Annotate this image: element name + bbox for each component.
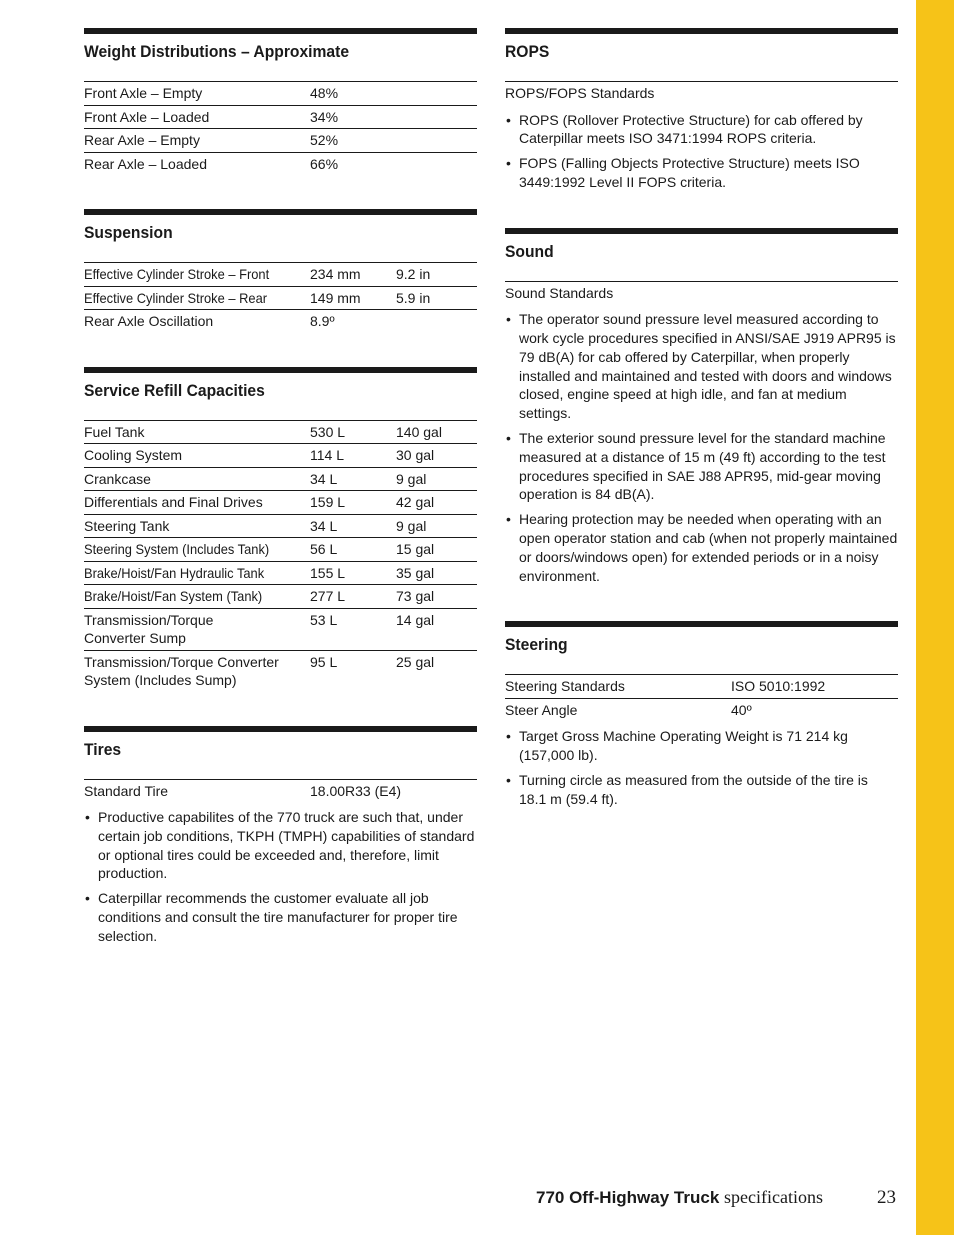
- row-label: Fuel Tank: [84, 423, 145, 440]
- row-label-text: Effective Cylinder Stroke – Front: [84, 266, 270, 282]
- row-value: 18.00R33 (E4): [310, 782, 402, 799]
- row-value: 48%: [310, 85, 339, 101]
- row-value-alt: 9 gal: [396, 517, 427, 534]
- section-rule: [84, 367, 477, 373]
- row-value: [731, 82, 898, 103]
- row-value: 34 L: [310, 470, 338, 487]
- row-value: [731, 281, 898, 302]
- tires-section: [84, 726, 477, 946]
- table-row: [84, 263, 477, 287]
- table-row: [84, 286, 477, 310]
- section-title: Sound: [505, 241, 554, 261]
- row-value-alt: 9.2 in: [396, 266, 431, 282]
- row-label: Steer Angle: [505, 701, 578, 718]
- refill-table: [84, 420, 477, 690]
- table-row: [84, 444, 477, 468]
- yellow-sidebar: [916, 0, 954, 1235]
- list-item: [505, 510, 898, 585]
- row-value: 34%: [310, 108, 339, 125]
- tires-notes: [84, 808, 477, 946]
- tires-table: [84, 779, 477, 801]
- table-row: [505, 281, 898, 302]
- table-row: [84, 467, 477, 491]
- suspension-table: [84, 262, 477, 331]
- row-label: Standard Tire: [84, 782, 169, 799]
- list-item: [505, 771, 898, 809]
- list-item: [505, 310, 898, 423]
- table-row: [84, 561, 477, 585]
- section-title: Suspension: [84, 223, 173, 242]
- bullet-text: • FOPS (Falling Objects Protective Structure) meets ISO 3449:1992 Level II FOPS criteria.: [519, 155, 860, 190]
- row-value: 52%: [310, 132, 339, 148]
- page-footer: [536, 1187, 896, 1213]
- row-value-alt: 5.9 in: [396, 289, 431, 306]
- table-row: [84, 514, 477, 538]
- bullet-text: • Turning circle as measured from the outside of the tire is 18.1 m (59.4 ft).: [519, 771, 868, 807]
- sound-table: [505, 281, 898, 303]
- sound-notes: [505, 310, 898, 585]
- table-row: [84, 82, 477, 106]
- table-row: [84, 129, 477, 153]
- row-label: [84, 263, 310, 287]
- list-item: [505, 154, 898, 192]
- bullet-text: • ROPS (Rollover Protective Structure) for cab offered by Caterpillar meets ISO 3471:1994 ROPS criteria.: [519, 111, 863, 147]
- bullet-text: • Productive capabilites of the 770 truck are such that, under certain job conditions, TKPH (TMPH) capabilities of standard or optional tires could be exceeded and, therefore, limit production.: [98, 809, 475, 882]
- list-item: [84, 889, 477, 945]
- row-value-alt: 25 gal: [396, 653, 435, 670]
- row-label: Rear Axle Oscillation: [84, 313, 214, 329]
- row-label: Transmission/Torque Converter System (Includes Sump): [84, 653, 279, 688]
- steering-notes: [505, 727, 898, 808]
- row-label-text: Brake/Hoist/Fan Hydraulic Tank: [84, 564, 265, 581]
- row-label: Rear Axle – Empty: [84, 132, 200, 148]
- section-rule: [505, 28, 898, 34]
- row-value-alt: 15 gal: [396, 541, 435, 557]
- row-value: 56 L: [310, 541, 338, 557]
- row-value-alt: [396, 152, 477, 173]
- row-label: [84, 538, 310, 562]
- section-title: Weight Distributions – Approximate: [84, 42, 350, 61]
- table-row: [84, 105, 477, 129]
- weight-table: [84, 81, 477, 173]
- row-label: Transmission/Torque Converter Sump: [84, 611, 214, 646]
- section-title: Tires: [84, 739, 122, 759]
- steering-section: [505, 621, 898, 808]
- row-value: 530 L: [310, 423, 346, 440]
- row-value-alt: [396, 310, 477, 331]
- row-label: Crankcase: [84, 470, 151, 487]
- rops-notes: [505, 111, 898, 192]
- row-value-alt: 42 gal: [396, 494, 435, 510]
- section-rule: [84, 209, 477, 215]
- rops-table: [505, 81, 898, 103]
- service-refill-section: [84, 367, 477, 690]
- row-value: 40º: [731, 701, 752, 718]
- row-value-alt: 35 gal: [396, 564, 435, 581]
- table-row: [505, 82, 898, 103]
- row-value: 234 mm: [310, 266, 361, 282]
- table-row: [84, 538, 477, 562]
- row-label-text: Brake/Hoist/Fan System (Tank): [84, 588, 263, 604]
- table-row: [84, 650, 477, 690]
- row-label: [84, 561, 310, 585]
- row-value-alt: 73 gal: [396, 588, 435, 604]
- row-value-alt: [396, 105, 477, 129]
- bullet-text: • The operator sound pressure level measured according to work cycle procedures specified in ANSI/SAE J919 APR95 is 79 dB(A) for cab offered by Caterpillar, when properly installed and maintained and tested with doors and windows closed, engine speed at high idle, and fan at medium settings.: [519, 311, 896, 422]
- footer-product-name: 770 Off-Highway Truck: [536, 1188, 720, 1207]
- row-value-alt: 140 gal: [396, 423, 442, 440]
- bullet-text: • The exterior sound pressure level for the standard machine measured at a distance of 15 m (49 ft) according to the test procedures specified in SAE J88 APR95, mid-gear moving operation is 84 dB(A).: [519, 429, 886, 503]
- list-item: [505, 429, 898, 504]
- table-row: [84, 152, 477, 173]
- weight-distributions-section: [84, 28, 477, 173]
- section-title: ROPS: [505, 42, 550, 61]
- row-value: ISO 5010:1992: [731, 678, 826, 695]
- bullet-text: • Caterpillar recommends the customer evaluate all job conditions and consult the tire manufacturer for proper tire selection.: [98, 890, 458, 944]
- row-value: 66%: [310, 155, 339, 172]
- section-title: Service Refill Capacities: [84, 380, 265, 400]
- row-label: [84, 585, 310, 609]
- row-value-alt: [396, 82, 477, 106]
- list-item: [84, 808, 477, 883]
- rops-section: [505, 28, 898, 192]
- right-column: [505, 28, 898, 845]
- row-value: 95 L: [310, 653, 338, 670]
- row-label: Steering Tank: [84, 517, 170, 534]
- row-label: Steering Standards: [505, 678, 625, 695]
- section-rule: [84, 28, 477, 34]
- row-value-alt: 9 gal: [396, 470, 427, 487]
- steering-table: [505, 674, 898, 719]
- section-rule: [84, 726, 477, 732]
- suspension-section: [84, 209, 477, 331]
- table-row: [505, 698, 898, 719]
- row-value: 8.9º: [310, 313, 335, 329]
- row-value-alt: [396, 129, 477, 153]
- row-value: 53 L: [310, 611, 338, 628]
- row-value: 159 L: [310, 494, 346, 510]
- page-number: 23: [877, 1187, 896, 1208]
- row-label: Differentials and Final Drives: [84, 494, 263, 510]
- row-label: Cooling System: [84, 447, 183, 463]
- section-title: Steering: [505, 635, 568, 655]
- table-row: [84, 779, 477, 800]
- row-value: 155 L: [310, 564, 346, 581]
- row-value-alt: 30 gal: [396, 447, 435, 463]
- bullet-text: • Target Gross Machine Operating Weight is 71 214 kg (157,000 lb).: [519, 728, 848, 764]
- table-row: [84, 420, 477, 444]
- row-label: [84, 286, 310, 310]
- row-value: 34 L: [310, 517, 338, 534]
- row-label: Front Axle – Empty: [84, 85, 203, 101]
- table-row: [505, 675, 898, 699]
- row-value: 149 mm: [310, 289, 361, 306]
- bullet-text: • Hearing protection may be needed when operating with an open operator station and cab (when not properly maintained or doors/windows open) for extended periods or in a noisy environment.: [519, 511, 898, 584]
- table-row: [84, 491, 477, 515]
- row-label-text: Steering System (Includes Tank): [84, 541, 270, 557]
- row-value-alt: 14 gal: [396, 611, 435, 628]
- section-rule: [505, 621, 898, 627]
- sound-section: [505, 228, 898, 586]
- table-row: [84, 608, 477, 650]
- section-rule: [505, 228, 898, 234]
- list-item: [505, 111, 898, 149]
- row-label: ROPS/FOPS Standards: [505, 85, 655, 101]
- footer-spec-label: specifications: [724, 1187, 823, 1207]
- row-value: 277 L: [310, 588, 346, 604]
- table-row: [84, 310, 477, 331]
- row-value: 114 L: [310, 447, 344, 463]
- row-label-text: Effective Cylinder Stroke – Rear: [84, 289, 268, 306]
- table-row: [84, 585, 477, 609]
- list-item: [505, 727, 898, 765]
- left-column: [84, 28, 477, 982]
- row-label: Sound Standards: [505, 284, 614, 301]
- row-label: Rear Axle – Loaded: [84, 155, 207, 172]
- row-label: Front Axle – Loaded: [84, 108, 210, 125]
